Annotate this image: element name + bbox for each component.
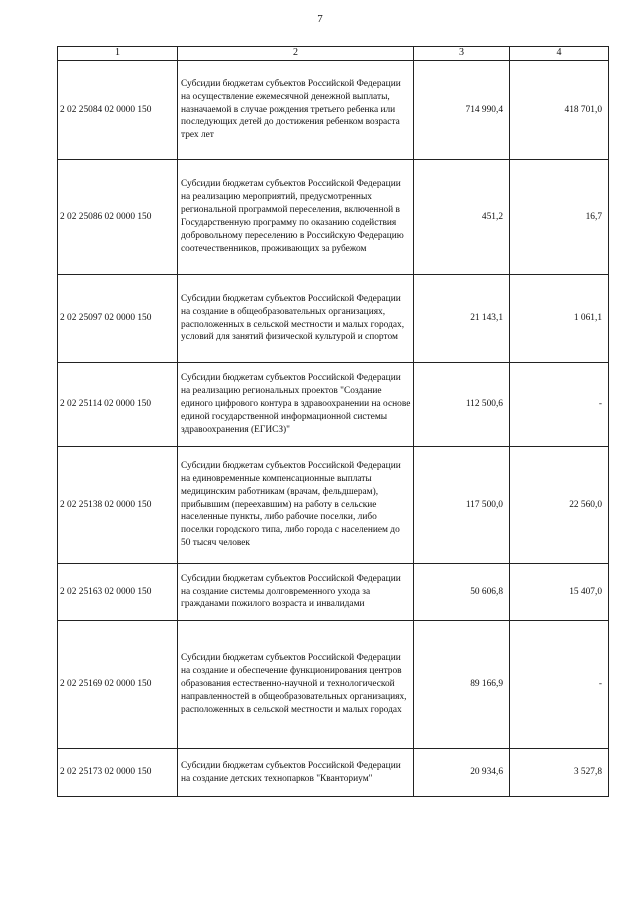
row-amount-col4: 16,7	[510, 160, 609, 275]
table-header-row	[58, 47, 609, 61]
row-name: Субсидии бюджетам субъектов Российской Федерации на создание системы долговременного ухода за гражданами пожилого возраста и инвалидами	[178, 564, 414, 621]
row-amount-col3: 714 990,4	[414, 61, 510, 160]
row-amount-col4: 3 527,8	[510, 749, 609, 797]
row-name: Субсидии бюджетам субъектов Российской Федерации на реализацию региональных проектов "Создание единого цифрового контура в здравоохранении на основе единой государственной информационной системы здравоохранения (ЕГИСЗ)"	[178, 363, 414, 447]
row-name: Субсидии бюджетам субъектов Российской Федерации на создание и обеспечение функционирования центров образования естественно-научной и технологической направленностей в общеобразовательных организациях, расположенных в сельской местности и малых городах	[178, 621, 414, 749]
header-col-2: 2	[178, 47, 414, 61]
row-amount-col3: 20 934,6	[414, 749, 510, 797]
row-name: Субсидии бюджетам субъектов Российской Федерации на осуществление ежемесячной денежной выплаты, назначаемой в случае рождения третьего ребенка или последующих детей до достижения ребенком возраста трех лет	[178, 61, 414, 160]
table-row	[58, 160, 609, 275]
row-code: 2 02 25163 02 0000 150	[58, 564, 178, 621]
table-row	[58, 564, 609, 621]
row-code: 2 02 25084 02 0000 150	[58, 61, 178, 160]
row-name: Субсидии бюджетам субъектов Российской Федерации на создание детских технопарков "Кванториум"	[178, 749, 414, 797]
row-name: Субсидии бюджетам субъектов Российской Федерации на создание в общеобразовательных организациях, расположенных в сельской местности и малых городах, условий для занятий физической культурой и спортом	[178, 275, 414, 363]
row-code: 2 02 25138 02 0000 150	[58, 447, 178, 564]
row-amount-col4: -	[510, 363, 609, 447]
row-code: 2 02 25169 02 0000 150	[58, 621, 178, 749]
row-amount-col3: 89 166,9	[414, 621, 510, 749]
row-amount-col4: 1 061,1	[510, 275, 609, 363]
row-code: 2 02 25173 02 0000 150	[58, 749, 178, 797]
row-name: Субсидии бюджетам субъектов Российской Федерации на единовременные компенсационные выплаты медицинским работникам (врачам, фельдшерам), прибывшим (переехавшим) на работу в сельские населенные пункты, либо рабочие поселки, либо поселки городского типа, либо города с населением до 50 тысяч человек	[178, 447, 414, 564]
table-row	[58, 275, 609, 363]
row-amount-col4: 15 407,0	[510, 564, 609, 621]
row-name: Субсидии бюджетам субъектов Российской Федерации на реализацию мероприятий, предусмотренных региональной программой переселения, включенной в Государственную программу по оказанию содействия добровольному переселению в Российскую Федерацию соотечественников, проживающих за рубежом	[178, 160, 414, 275]
row-code: 2 02 25086 02 0000 150	[58, 160, 178, 275]
header-col-1: 1	[58, 47, 178, 61]
row-amount-col3: 117 500,0	[414, 447, 510, 564]
row-code: 2 02 25097 02 0000 150	[58, 275, 178, 363]
table-row	[58, 749, 609, 797]
table-row	[58, 61, 609, 160]
row-amount-col3: 21 143,1	[414, 275, 510, 363]
row-amount-col3: 50 606,8	[414, 564, 510, 621]
table-row	[58, 447, 609, 564]
row-amount-col4: 418 701,0	[510, 61, 609, 160]
budget-table	[57, 46, 609, 797]
row-amount-col4: -	[510, 621, 609, 749]
table-row	[58, 363, 609, 447]
header-col-3: 3	[414, 47, 510, 61]
row-amount-col4: 22 560,0	[510, 447, 609, 564]
row-code: 2 02 25114 02 0000 150	[58, 363, 178, 447]
row-amount-col3: 451,2	[414, 160, 510, 275]
header-col-4: 4	[510, 47, 609, 61]
table-row	[58, 621, 609, 749]
page-number: 7	[317, 13, 323, 25]
row-amount-col3: 112 500,6	[414, 363, 510, 447]
